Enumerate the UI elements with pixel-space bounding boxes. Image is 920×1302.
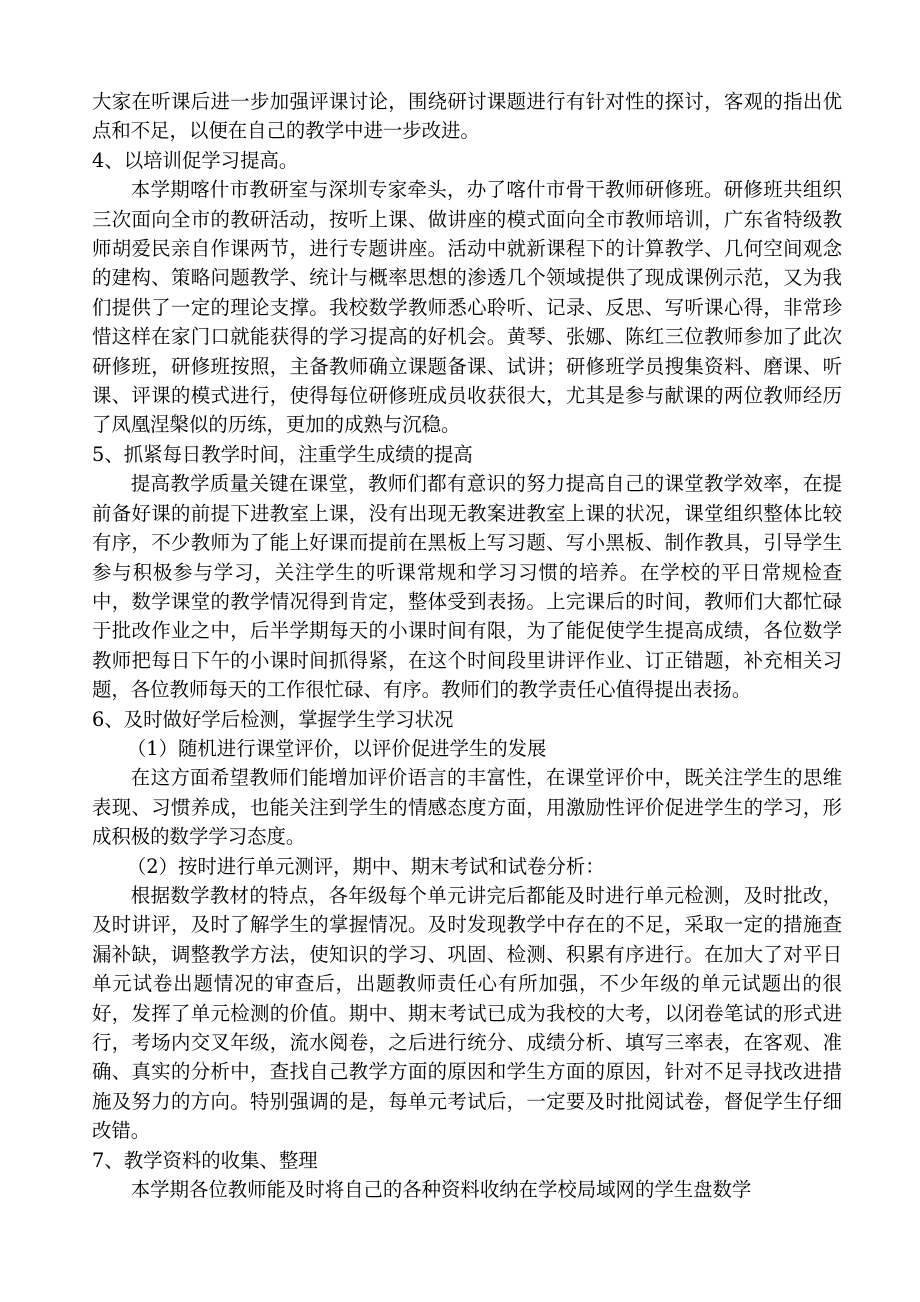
section-heading-4: 4、以培训促学习提高。 bbox=[92, 148, 299, 172]
materials-paragraph: 本学期各位教师能及时将自己的各种资料收纳在学校局域网的学生盘数学 bbox=[130, 1178, 752, 1202]
section-heading-5: 5、抓紧每日教学时间，注重学生成绩的提高 bbox=[92, 442, 473, 466]
section-heading-7: 7、教学资料的收集、整理 bbox=[92, 1148, 318, 1172]
continued-paragraph: 大家在听课后进一步加强评课讨论，围绕研讨课题进行有针对性的探讨，客观的指出优点和不足，以便在自己的教学中进一步改进。 bbox=[92, 90, 842, 143]
document-page bbox=[92, 87, 842, 1204]
training-paragraph: 本学期喀什市教研室与深圳专家牵头，办了喀什市骨干教师研修班。研修班共组织三次面向全市的教研活动，按听上课、做讲座的模式面向全市教师培训，广东省特级教师胡爱民亲自作课两节，进行专题讲座。活动中就新课程下的计算教学、几何空间观念的建构、策略问题教学、统计与概率思想的渗透几个领域提供了现成课例示范，又为我们提供了一定的理论支撑。我校数学教师悉心聆听、记录、反思、写听课心得，非常珍惜这样在家门口就能获得的学习提高的好机会。黄琴、张娜、陈红三位教师参加了此次研修班，研修班按照，主备教师确立课题备课、试讲；研修班学员搜集资料、磨课、听课、评课的模式进行，使得每位研修班成员收获很大，尤其是参与献课的两位教师经历了凤凰涅槃似的历练，更加的成熟与沉稳。 bbox=[92, 178, 842, 437]
section-heading-6: 6、及时做好学后检测，掌握学生学习状况 bbox=[92, 707, 454, 731]
unit-testing-paragraph: 根据数学教材的特点，各年级每个单元讲完后都能及时进行单元检测，及时批改，及时讲评，及时了解学生的掌握情况。及时发现教学中存在的不足，采取一定的措施查漏补缺，调整教学方法，使知识的学习、巩固、检测、积累有序进行。在加大了对平日单元试卷出题情况的审查后，出题教师责任心有所加强，不少年级的单元试题出的很好，发挥了单元检测的价值。期中、期末考试已成为我校的大考，以闭卷笔试的形式进行，考场内交叉年级，流水阅卷，之后进行统分、成绩分析、填写三率表，在客观、准确、真实的分析中，查找自己教学方面的原因和学生方面的原因，针对不足寻找改进措施及努力的方向。特别强调的是，每单元考试后，一定要及时批阅试卷，督促学生仔细改错。 bbox=[92, 883, 842, 1143]
subheading-6-1: （1）随机进行课堂评价，以评价促进学生的发展 bbox=[126, 736, 547, 760]
classroom-evaluation-paragraph: 在这方面希望教师们能增加评价语言的丰富性，在课堂评价中，既关注学生的思维表现、习惯养成，也能关注到学生的情感态度方面，用激励性评价促进学生的学习，形成积极的数学学习态度。 bbox=[92, 766, 842, 849]
teaching-time-paragraph: 提高教学质量关键在课堂，教师们都有意识的努力提高自己的课堂教学效率，在提前备好课的前提下进教室上课，没有出现无教案进教室上课的状况，课堂组织整体比较有序，不少教师为了能上好课而提前在黑板上写习题、写小黑板、制作教具，引导学生参与积极参与学习，关注学生的听课常规和学习习惯的培养。在学校的平日常规检查中，数学课堂的教学情况得到肯定，整体受到表扬。上完课后的时间，教师们大都忙碌于批改作业之中，后半学期每天的小课时间有限，为了能促使学生提高成绩，各位数学教师把每日下午的小课时间抓得紧，在这个时间段里讲评作业、订正错题，补充相关习题，各位教师每天的工作很忙碌、有序。教师们的教学责任心值得提出表扬。 bbox=[92, 472, 842, 702]
subheading-6-2: （2）按时进行单元测评，期中、期末考试和试卷分析： bbox=[126, 854, 605, 878]
